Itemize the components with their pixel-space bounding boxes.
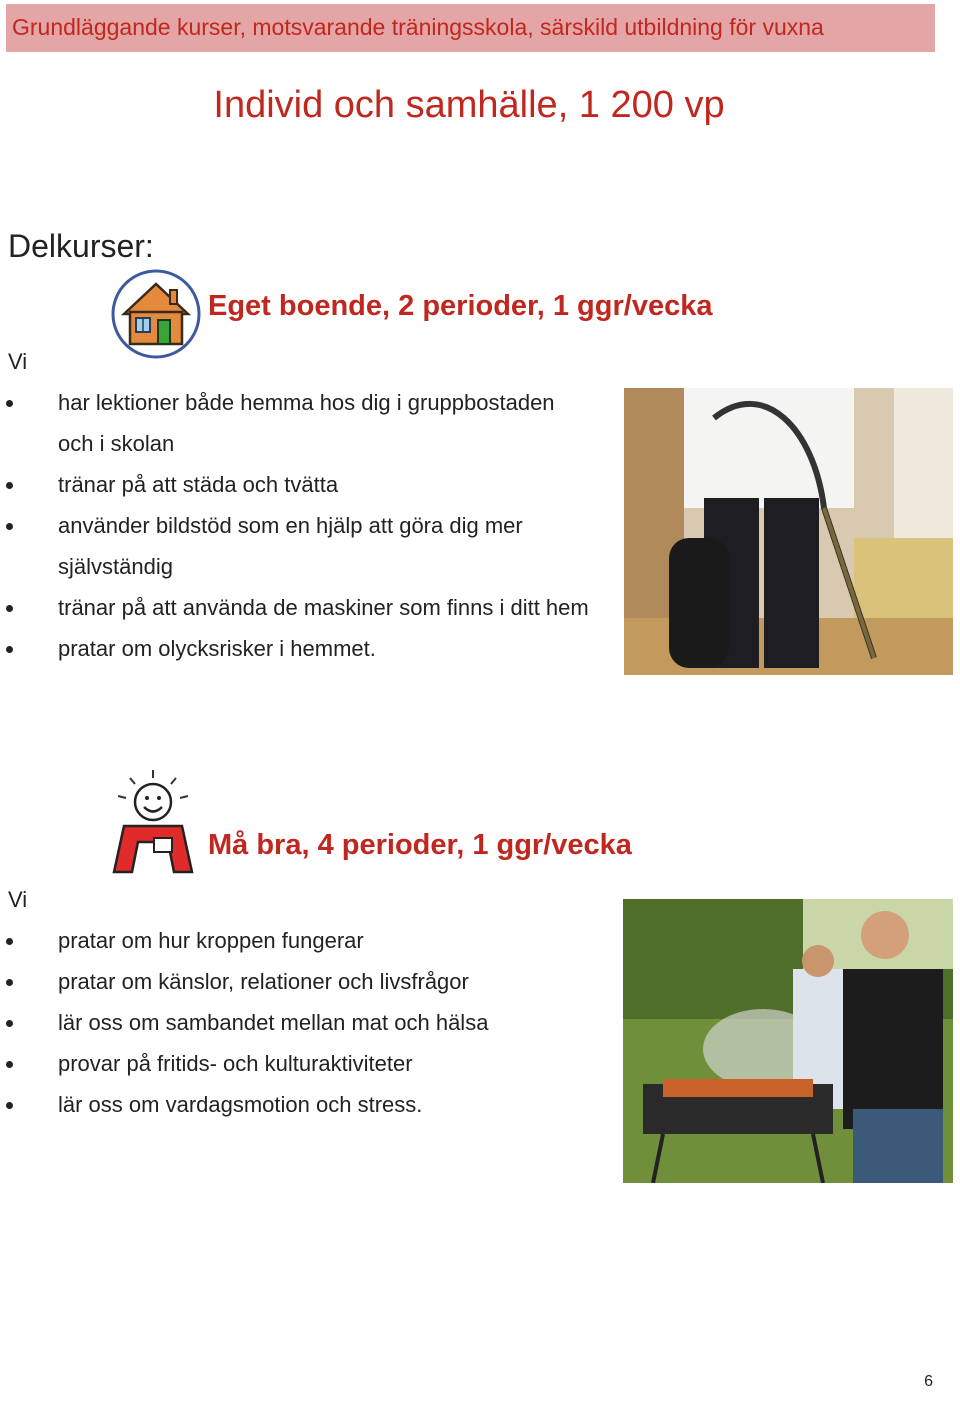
banner-text: Grundläggande kurser, motsvarande träningsskola, särskild utbildning för vuxna (12, 14, 824, 40)
bullet-icon (6, 938, 13, 945)
list-item-text: använder bildstöd som en hjälp att göra dig mer (58, 513, 523, 538)
course-intro: Vi (8, 349, 28, 374)
course-heading-ma-bra: Må bra, 4 perioder, 1 ggr/vecka (208, 829, 632, 861)
list-item-text: lär oss om vardagsmotion och stress. (58, 1092, 423, 1117)
bullet-icon (6, 1061, 13, 1068)
list-item-text: pratar om känslor, relationer och livsfrågor (58, 969, 469, 994)
course-items-ma-bra (0, 920, 488, 1125)
bullet-icon (6, 523, 13, 530)
list-item-text: pratar om hur kroppen fungerar (58, 928, 364, 953)
house-icon (110, 268, 202, 360)
bullet-icon (6, 1102, 13, 1109)
list-item (0, 587, 589, 628)
course-heading-eget-boende: Eget boende, 2 perioder, 1 ggr/vecka (208, 290, 713, 322)
list-item-continuation (0, 546, 589, 587)
list-item (0, 1084, 488, 1125)
page-number: 6 (924, 1373, 933, 1390)
bullet-icon (6, 400, 13, 407)
list-item (0, 1002, 488, 1043)
course-intro: Vi (8, 887, 28, 912)
list-item-text: provar på fritids- och kulturaktiviteter (58, 1051, 413, 1076)
barbecue-photo (623, 899, 953, 1183)
list-item-text: har lektioner både hemma hos dig i gruppbostaden (58, 390, 555, 415)
list-item (0, 628, 589, 669)
course-items-eget-boende (0, 382, 589, 669)
page-title: Individ och samhälle, 1 200 vp (213, 84, 725, 126)
bullet-icon (6, 646, 13, 653)
list-item (0, 464, 589, 505)
feeling-good-person-icon (110, 768, 196, 874)
list-item-text: självständig (58, 554, 173, 579)
bullet-icon (6, 979, 13, 986)
list-item-continuation (0, 423, 589, 464)
list-item (0, 1043, 488, 1084)
header-banner (6, 4, 935, 52)
bullet-icon (6, 605, 13, 612)
list-item-text: pratar om olycksrisker i hemmet. (58, 636, 376, 661)
list-item-text: lär oss om sambandet mellan mat och hälsa (58, 1010, 489, 1035)
bullet-icon (6, 482, 13, 489)
bullet-icon (6, 1020, 13, 1027)
vacuum-cleaning-photo (624, 388, 953, 675)
subcourses-label: Delkurser: (8, 228, 154, 264)
list-item (0, 961, 488, 1002)
list-item-text: och i skolan (58, 431, 175, 456)
list-item (0, 505, 589, 546)
list-item-text: tränar på att använda de maskiner som finns i ditt hem (58, 595, 589, 620)
list-item (0, 382, 589, 423)
list-item-text: tränar på att städa och tvätta (58, 472, 339, 497)
list-item (0, 920, 488, 961)
